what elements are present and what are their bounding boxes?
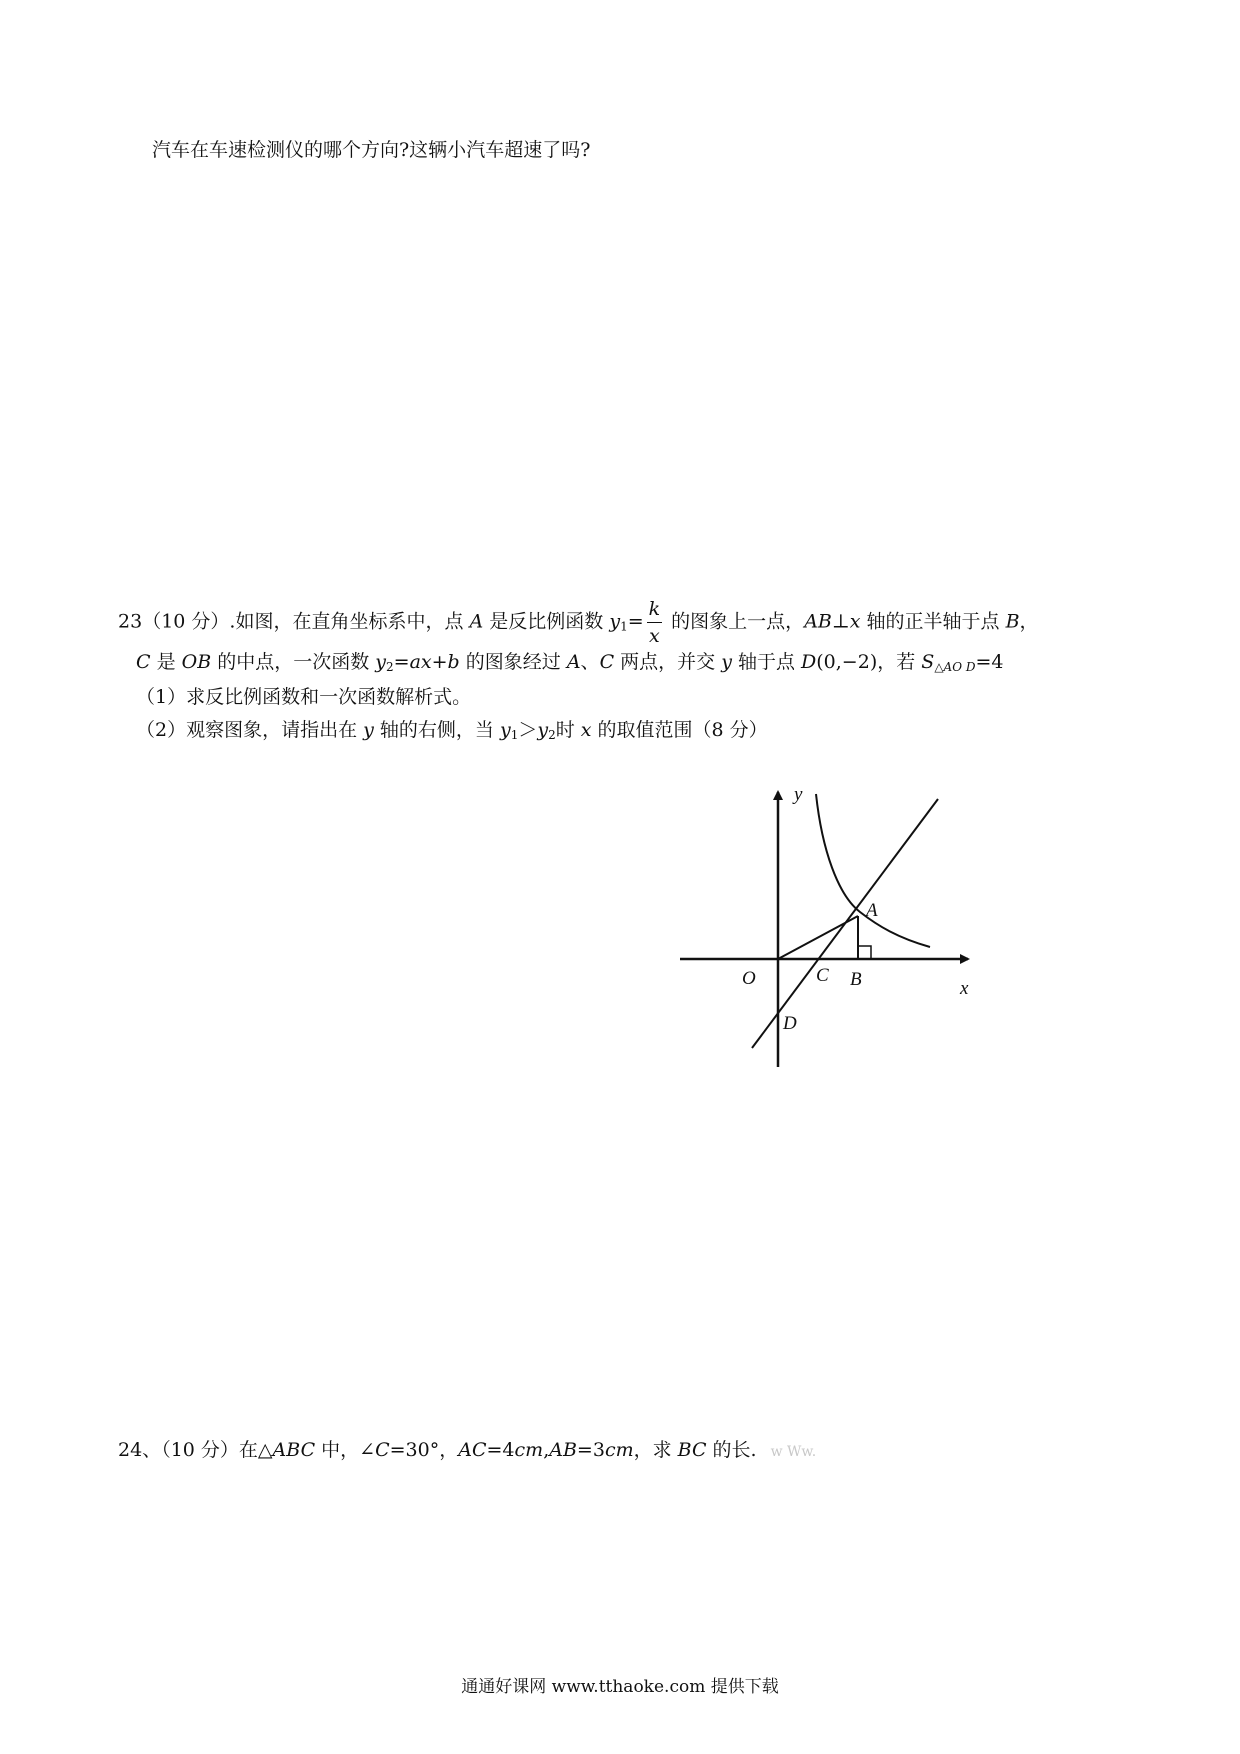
page-footer: 通通好课网 www.tthaoke.com 提供下载	[461, 1677, 779, 1697]
q23-part-1: （1）求反比例函数和一次函数解析式。	[136, 686, 472, 708]
hyperbola-curve	[816, 794, 930, 947]
label-O: O	[742, 968, 756, 989]
q22-continuation: 汽车在车速检测仪的哪个方向?这辆小汽车超速了吗?	[152, 139, 591, 161]
q24-line: 24、（10 分）在△ABC 中，∠C=30°，AC=4cm,AB=3cm，求 BC 的长. w Ww.	[118, 1439, 817, 1461]
q23-number: 23	[118, 610, 143, 633]
coordinate-figure	[660, 780, 990, 1080]
q23-part-2: （2）观察图象，请指出在 y 轴的右侧，当 $y_1>y_2$时 x 的取值范围（8 分）	[136, 719, 768, 742]
right-angle-mark	[858, 946, 871, 959]
q24-number: 24、	[118, 1439, 162, 1461]
label-D: D	[783, 1013, 797, 1034]
label-x: x	[960, 978, 969, 999]
label-y: y	[794, 784, 803, 805]
label-B: B	[850, 969, 862, 990]
label-C: C	[816, 965, 829, 986]
faint-watermark-text: w Ww.	[770, 1444, 817, 1460]
q23-line-2: C 是 OB 的中点，一次函数 $y_2=ax+b$ 的图象经过 A、C 两点，并交 y 轴于点 D(0,−2)，若 $S_{\triangle AO D}=4$	[136, 651, 1004, 674]
q23-score: （10 分）	[142, 610, 230, 633]
q24-score: （10 分）	[161, 1439, 239, 1461]
q23-line-1: 23（10 分）.如图，在直角坐标系中，点 A 是反比例函数 $y_1=$ $\frac{k}{x}$ 的图象上一点，AB⊥x 轴的正半轴于点 B，	[118, 598, 1039, 647]
fraction-k-over-x: $\frac{k}{x}$	[648, 598, 661, 647]
segment-OA	[778, 916, 858, 959]
label-A: A	[866, 900, 878, 921]
